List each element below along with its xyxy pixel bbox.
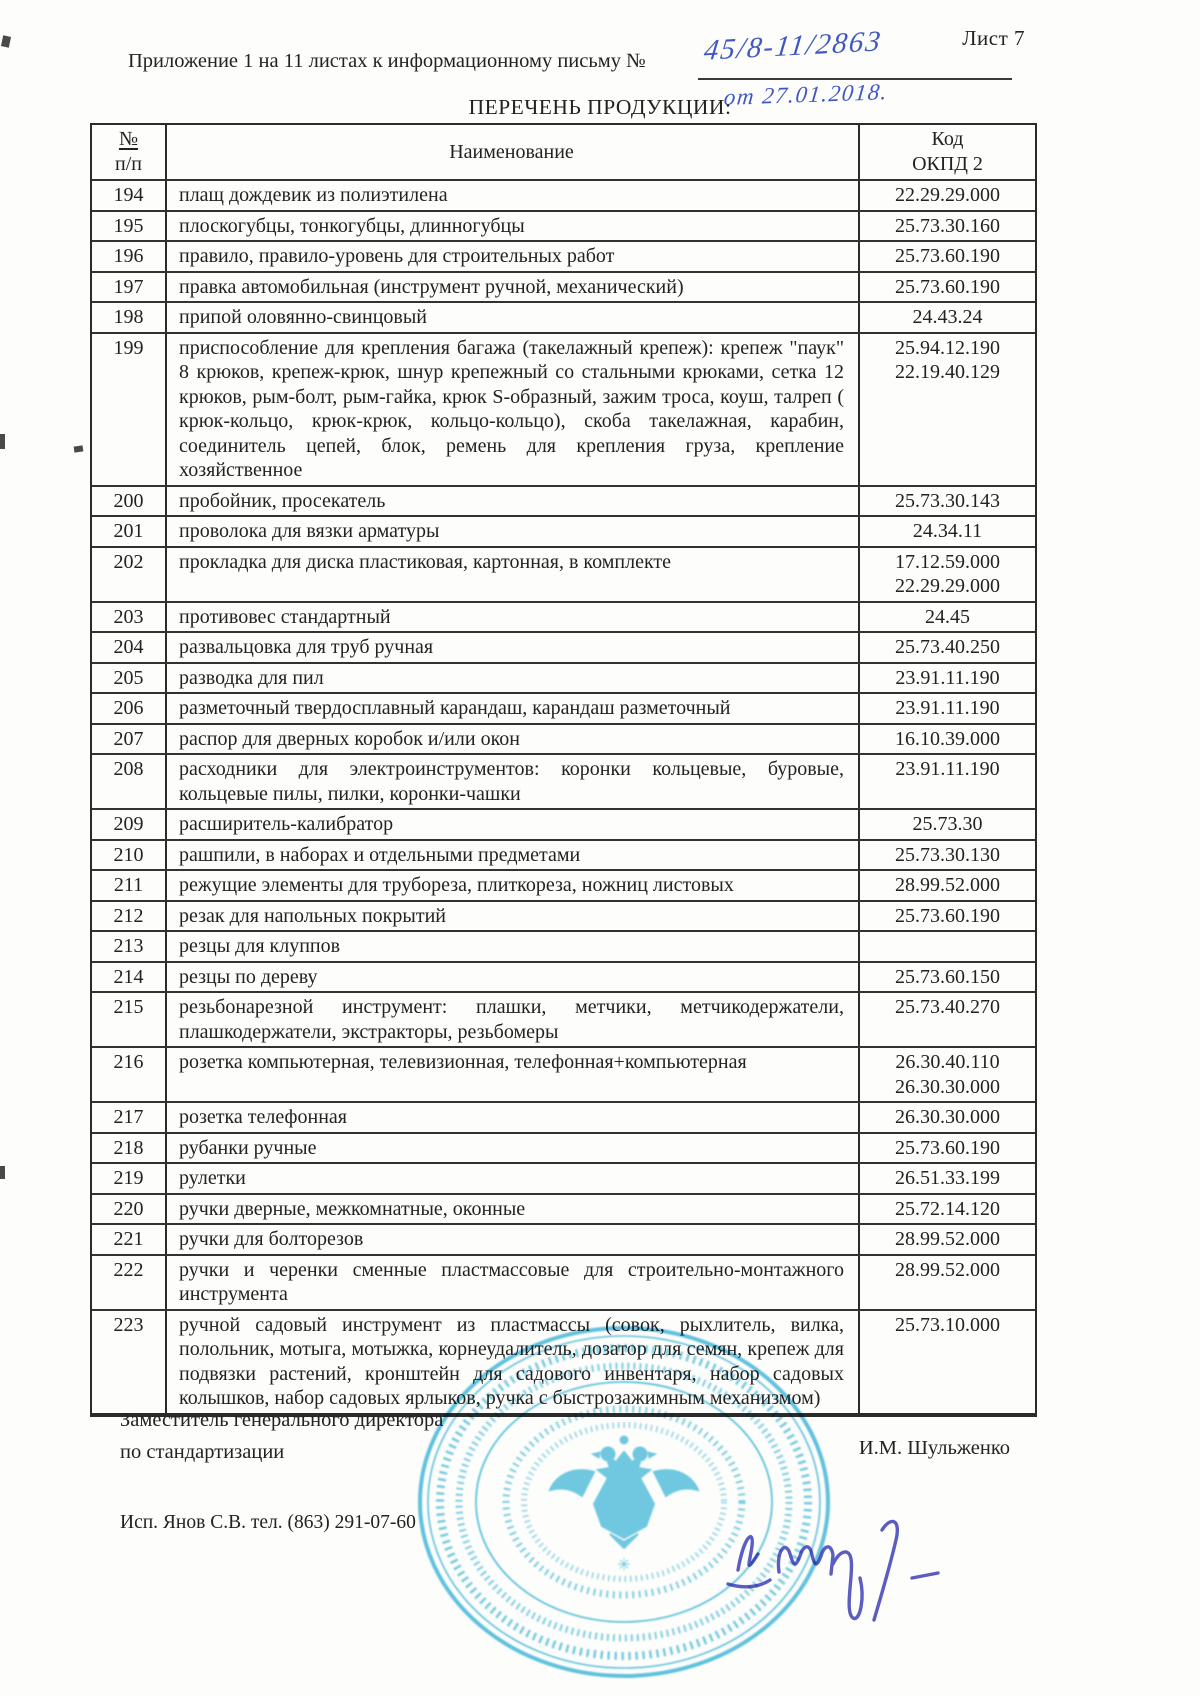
product-name: ручки для болторезов	[167, 1225, 860, 1254]
okpd-code: 16.10.39.000	[895, 727, 1000, 750]
row-number: 205	[92, 664, 167, 693]
okpd-code: 25.72.14.120	[895, 1197, 1000, 1220]
table-row	[92, 303, 1035, 334]
table-row	[92, 725, 1035, 756]
row-number: 217	[92, 1103, 167, 1132]
header-num-line2: п/п	[115, 153, 142, 175]
table-row	[92, 810, 1035, 841]
product-name: рубанки ручные	[167, 1134, 860, 1163]
table-row	[92, 1134, 1035, 1165]
row-number: 212	[92, 902, 167, 931]
table-row	[92, 242, 1035, 273]
okpd-code: 25.73.40.270	[895, 996, 1000, 1018]
okpd-code: 24.43.24	[912, 306, 983, 328]
row-number: 206	[92, 694, 167, 723]
row-number: 213	[92, 932, 167, 961]
signature-block	[120, 1404, 1010, 1468]
signer-position-line2: по стандартизации	[120, 1441, 285, 1463]
product-name: резьбонарезной инструмент: плашки, метчики, метчикодержатели, плашкодержатели, экстракторы, резьбомеры	[167, 993, 860, 1046]
okpd-code: 23.91.11.190	[895, 666, 1000, 689]
table-row	[92, 871, 1035, 902]
okpd-code: 23.91.11.190	[895, 697, 1000, 719]
row-number: 222	[92, 1256, 167, 1309]
appendix-reference-line: Приложение 1 на 11 листах к информационному письму №	[128, 50, 646, 72]
product-name: режущие элементы для трубореза, плиткореза, ножниц листовых	[167, 871, 860, 900]
row-number: 209	[92, 810, 167, 839]
table-row	[92, 902, 1035, 933]
header-name-column: Наименование	[167, 125, 860, 179]
table-row	[92, 181, 1035, 212]
product-name: противовес стандартный	[167, 603, 860, 632]
product-name: прокладка для диска пластиковая, картонная, в комплекте	[167, 548, 860, 601]
product-name: ручки и черенки сменные пластмассовые для строительно-монтажного инструмента	[167, 1256, 860, 1309]
okpd-code: 25.73.60.190	[895, 1136, 1000, 1159]
product-name: распор для дверных коробок и/или окон	[167, 725, 860, 754]
product-name: резцы по дереву	[167, 963, 860, 992]
table-row	[92, 548, 1035, 603]
product-name: приспособление для крепления багажа (такелажный крепеж): крепеж "паук" 8 крюков, крепеж-крюк, шнур крепежный со стальными крюками, сетка 12 крюков, рым-болт, рым-гайка, крюк S-образный, зажим троса, коуш, талреп ( крюк-кольцо, крюк-крюк, кольцо-кольцо), скоба такелажная, карабин, соединитель цепей, блок, ремень для крепления груза, крепление хозяйственное	[167, 334, 860, 485]
header-code-column	[860, 125, 1035, 179]
table-row	[92, 1103, 1035, 1134]
row-number: 214	[92, 963, 167, 992]
table-row	[92, 993, 1035, 1048]
okpd-code: 28.99.52.000	[895, 1228, 1000, 1250]
row-number: 199	[92, 334, 167, 485]
table-row	[92, 755, 1035, 810]
row-number: 208	[92, 755, 167, 808]
row-number: 219	[92, 1164, 167, 1193]
okpd-code: 26.51.33.199	[895, 1167, 1000, 1189]
row-number: 195	[92, 212, 167, 241]
executor-contact: Исп. Янов С.В. тел. (863) 291-07-60	[120, 1512, 416, 1533]
row-number: 200	[92, 487, 167, 516]
okpd-code: 25.94.12.190 22.19.40.129	[895, 336, 1000, 383]
okpd-code: 28.99.52.000	[895, 874, 1000, 896]
row-number: 218	[92, 1134, 167, 1163]
table-row	[92, 1225, 1035, 1256]
page-title: ПЕРЕЧЕНЬ ПРОДУКЦИИ:	[468, 95, 732, 119]
table-row	[92, 517, 1035, 548]
okpd-code: 25.73.60.190	[895, 904, 1000, 927]
product-table-body	[92, 181, 1035, 1415]
table-row	[92, 932, 1035, 963]
table-row	[92, 963, 1035, 994]
okpd-code: 25.73.30.130	[895, 843, 1000, 866]
table-row	[92, 633, 1035, 664]
row-number: 202	[92, 548, 167, 601]
table-header-row	[92, 125, 1035, 181]
okpd-code: 25.73.30.143	[895, 489, 1000, 512]
header-code-line2: ОКПД 2	[912, 153, 983, 175]
product-name: розетка компьютерная, телевизионная, телефонная+компьютерная	[167, 1048, 860, 1101]
row-number: 220	[92, 1195, 167, 1224]
handwritten-date: от 27.01.2018.	[722, 79, 890, 110]
scan-speck	[0, 1166, 5, 1179]
product-name: расходники для электроинструментов: коронки кольцевые, буровые, кольцевые пилы, пилки, коронки-чашки	[167, 755, 860, 808]
okpd-code: 25.73.30.160	[895, 214, 1000, 237]
table-row	[92, 1256, 1035, 1311]
product-name: развальцовка для труб ручная	[167, 633, 860, 662]
row-number: 221	[92, 1225, 167, 1254]
product-table	[90, 123, 1037, 1417]
sheet-number-label: Лист 7	[962, 26, 1025, 50]
okpd-code: 26.30.40.110 26.30.30.000	[895, 1051, 1000, 1098]
okpd-code: 26.30.30.000	[895, 1106, 1000, 1128]
product-name: плащ дождевик из полиэтилена	[167, 181, 860, 210]
signer-name: И.М. Шульженко	[858, 1437, 1010, 1459]
okpd-code: 25.73.60.150	[895, 965, 1000, 988]
row-number: 211	[92, 871, 167, 900]
scan-speck	[74, 445, 84, 452]
header-code-line1: Код	[931, 128, 964, 150]
product-name: плоскогубцы, тонкогубцы, длинногубцы	[167, 212, 860, 241]
product-name: ручной садовый инструмент из пластмассы (совок, рыхлитель, вилка, полольник, мотыга, мотыжка, корнеудалитель, дозатор для семян, крепеж для подвязки растений, кронштейн для садового инвентаря, набор садовых колышков, набор садовых ярлыков, ручка с быстрозажимным механизмом)	[167, 1311, 860, 1413]
table-row	[92, 212, 1035, 243]
product-name: проволока для вязки арматуры	[167, 517, 860, 546]
okpd-code	[860, 932, 1035, 961]
row-number: 203	[92, 603, 167, 632]
table-row	[92, 841, 1035, 872]
okpd-code: 22.29.29.000	[895, 184, 1000, 206]
row-number: 198	[92, 303, 167, 332]
product-name: правка автомобильная (инструмент ручной, механический)	[167, 273, 860, 302]
okpd-code: 25.73.60.190	[895, 275, 1000, 298]
svg-text:✳: ✳	[617, 1555, 631, 1574]
table-row	[92, 664, 1035, 695]
table-row	[92, 487, 1035, 518]
product-name: резак для напольных покрытий	[167, 902, 860, 931]
handwritten-letter-number: 45/8-11/2863	[702, 25, 885, 67]
okpd-code: 24.45	[925, 605, 970, 628]
product-name: рашпили, в наборах и отдельными предметами	[167, 841, 860, 870]
product-name: правило, правило-уровень для строительных работ	[167, 242, 860, 271]
row-number: 194	[92, 181, 167, 210]
product-name: розетка телефонная	[167, 1103, 860, 1132]
product-name: резцы для клуппов	[167, 932, 860, 961]
okpd-code: 17.12.59.000 22.29.29.000	[895, 550, 1000, 597]
table-row	[92, 603, 1035, 634]
product-name: ручки дверные, межкомнатные, оконные	[167, 1195, 860, 1224]
table-row	[92, 694, 1035, 725]
scan-speck	[1, 35, 11, 47]
product-name: расширитель-калибратор	[167, 810, 860, 839]
row-number: 210	[92, 841, 167, 870]
okpd-code: 25.73.30	[912, 813, 983, 835]
okpd-code: 23.91.11.190	[895, 758, 1000, 780]
row-number: 216	[92, 1048, 167, 1101]
product-name: пробойник, просекатель	[167, 487, 860, 516]
signer-position-line1: Заместитель генерального директора	[120, 1409, 444, 1431]
product-name: припой оловянно-свинцовый	[167, 303, 860, 332]
signer-position	[120, 1404, 443, 1468]
row-number: 204	[92, 633, 167, 662]
row-number: 197	[92, 273, 167, 302]
signature	[716, 1492, 1006, 1642]
row-number: 196	[92, 242, 167, 271]
okpd-code: 24.34.11	[912, 520, 983, 542]
header-num-column	[92, 125, 167, 179]
table-row	[92, 273, 1035, 304]
okpd-code: 25.73.10.000	[895, 1313, 1000, 1336]
okpd-code: 25.73.40.250	[895, 636, 1000, 658]
okpd-code: 28.99.52.000	[895, 1258, 1000, 1281]
table-row	[92, 1048, 1035, 1103]
okpd-code: 25.73.60.190	[895, 245, 1000, 267]
row-number: 207	[92, 725, 167, 754]
row-number: 201	[92, 517, 167, 546]
table-row	[92, 334, 1035, 487]
product-name: разводка для пил	[167, 664, 860, 693]
row-number: 215	[92, 993, 167, 1046]
product-name: разметочный твердосплавный карандаш, карандаш разметочный	[167, 694, 860, 723]
header-num-line1: №	[118, 128, 139, 150]
table-row	[92, 1195, 1035, 1226]
table-row	[92, 1311, 1035, 1415]
table-row	[92, 1164, 1035, 1195]
row-number: 223	[92, 1311, 167, 1413]
scan-speck	[0, 434, 5, 449]
product-name: рулетки	[167, 1164, 860, 1193]
